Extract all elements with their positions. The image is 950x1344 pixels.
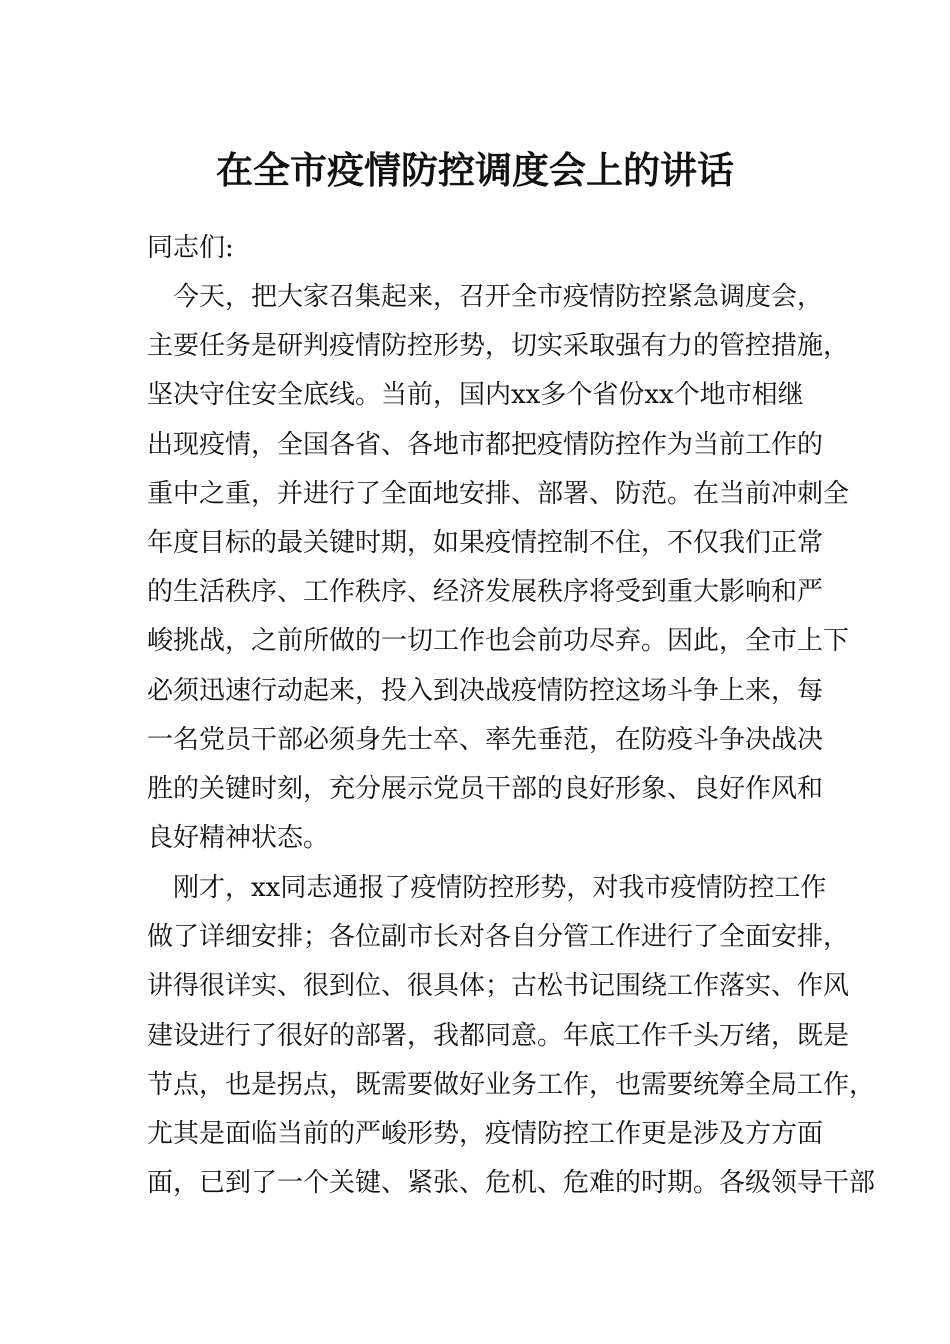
- paragraph-line: 今天，把大家召集起来，召开全市疫情防控紧急调度会，: [147, 282, 824, 312]
- paragraph-line: 建设进行了很好的部署，我都同意。年底工作千头万绪，既是: [147, 1020, 850, 1051]
- paragraph-line: 胜的关键时刻，充分展示党员干部的良好形象、良好作风和: [147, 773, 824, 804]
- paragraph-line: 必须迅速行动起来，投入到决战疫情防控这场斗争上来，每: [147, 675, 824, 706]
- paragraph-line: 的生活秩序、工作秩序、经济发展秩序将受到重大影响和严: [147, 577, 824, 608]
- paragraph-line: 节点，也是拐点，既需要做好业务工作，也需要统筹全局工作，: [147, 1069, 876, 1100]
- paragraph-line: 出现疫情，全国各省、各地市都把疫情防控作为当前工作的: [147, 429, 824, 460]
- paragraph-line: 年度目标的最关键时期，如果疫情控制不住，不仅我们正常: [147, 527, 824, 558]
- paragraph-line: 重中之重，并进行了全面地安排、部署、防范。在当前冲刺全: [147, 478, 850, 509]
- paragraph-line: 主要任务是研判疫情防控形势，切实采取强有力的管控措施，: [147, 331, 850, 362]
- paragraph-line: 刚才，xx同志通报了疫情防控形势，对我市疫情防控工作: [147, 873, 827, 903]
- paragraph-line: 尤其是面临当前的严峻形势，疫情防控工作更是涉及方方面: [147, 1118, 824, 1149]
- document-title: 在全市疫情防控调度会上的讲话: [216, 148, 734, 192]
- paragraph-line: 做了详细安排；各位副市长对各自分管工作进行了全面安排，: [147, 922, 850, 953]
- paragraph-line: 峻挑战，之前所做的一切工作也会前功尽弃。因此，全市上下: [147, 626, 850, 657]
- paragraph-line: 良好精神状态。: [147, 823, 330, 854]
- paragraph-1: [147, 273, 850, 863]
- paragraph-2: [147, 864, 876, 1208]
- paragraph-line: 讲得很详实、很到位、很具体；古松书记围绕工作落实、作风: [147, 971, 850, 1002]
- salutation: 同志们:: [147, 233, 234, 263]
- paragraph-line: 坚决守住安全底线。当前，国内xx多个省份xx个地市相继: [147, 380, 804, 411]
- paragraph-line: 面，已到了一个关键、紧张、危机、危难的时期。各级领导干部: [147, 1168, 876, 1199]
- paragraph-line: 一名党员干部必须身先士卒、率先垂范，在防疫斗争决战决: [147, 724, 824, 755]
